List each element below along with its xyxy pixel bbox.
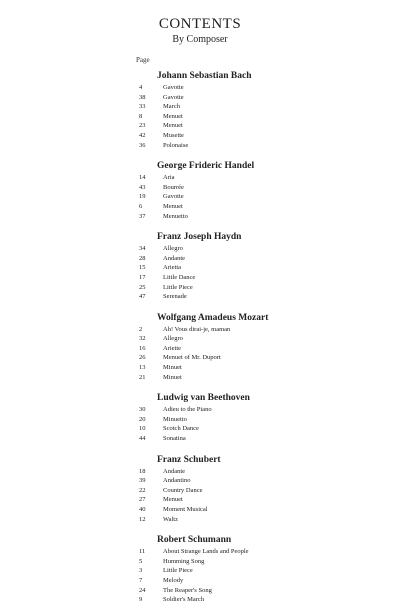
- toc-entry[interactable]: [0, 131, 400, 141]
- page-number: 37: [139, 212, 146, 220]
- toc-entry[interactable]: [0, 244, 400, 254]
- piece-title: Gavotte: [163, 193, 184, 201]
- toc-entry[interactable]: [0, 476, 400, 486]
- page-number: 30: [139, 406, 146, 414]
- toc-entry[interactable]: [0, 325, 400, 335]
- toc-entry[interactable]: [0, 467, 400, 477]
- piece-title: Moment Musical: [163, 506, 208, 513]
- page-number: 3: [139, 567, 143, 575]
- page-number: 25: [139, 283, 146, 291]
- piece-title: Ah! Vous dirai-je, maman: [163, 325, 231, 333]
- piece-title: Musette: [163, 131, 184, 139]
- page-number: 43: [139, 183, 146, 191]
- piece-title: Gavotte: [163, 93, 184, 101]
- piece-title: Allegro: [163, 245, 183, 253]
- composer-section: [0, 534, 400, 605]
- toc-entry[interactable]: [0, 273, 400, 283]
- piece-title: Minuetto: [163, 415, 187, 423]
- toc-entry[interactable]: [0, 292, 400, 302]
- page-number: 26: [139, 354, 146, 362]
- piece-title: About Strange Lands and People: [163, 548, 249, 556]
- toc-entry[interactable]: [0, 405, 400, 415]
- toc-entry[interactable]: [0, 595, 400, 605]
- piece-title: Menuet: [163, 496, 183, 504]
- toc-entry[interactable]: [0, 515, 400, 525]
- toc-entry[interactable]: [0, 93, 400, 103]
- piece-title: Soldier's March: [163, 596, 205, 604]
- page-number: 9: [139, 596, 143, 604]
- piece-title: Allegro: [163, 335, 183, 343]
- page-number: 7: [139, 576, 143, 584]
- toc-entry[interactable]: [0, 353, 400, 363]
- page-number: 33: [139, 103, 146, 111]
- toc-entry[interactable]: [0, 566, 400, 576]
- toc-entry[interactable]: [0, 283, 400, 293]
- toc-entry[interactable]: [0, 254, 400, 264]
- composer-heading: Johann Sebastian Bach: [157, 71, 252, 81]
- composer-heading: George Frideric Handel: [157, 161, 255, 172]
- toc-entry[interactable]: [0, 557, 400, 567]
- piece-title: Andante: [163, 254, 186, 262]
- page-number: 18: [139, 467, 146, 475]
- piece-title: Gavotte: [163, 84, 184, 91]
- page-number: 40: [139, 506, 146, 513]
- page-number: 42: [139, 131, 146, 139]
- page-number: 24: [139, 586, 146, 594]
- toc-entry[interactable]: [0, 112, 400, 122]
- composer-section: [0, 392, 400, 443]
- page-number: 4: [139, 84, 143, 91]
- toc-entry[interactable]: [0, 576, 400, 586]
- page-number: 6: [139, 202, 143, 210]
- page-number: 44: [139, 435, 146, 443]
- piece-title: Arietta: [163, 264, 182, 272]
- composer-heading: Wolfgang Amadeus Mozart: [157, 312, 269, 323]
- toc-entry[interactable]: [0, 202, 400, 212]
- toc-entry[interactable]: [0, 363, 400, 373]
- page-number: 10: [139, 425, 146, 433]
- composer-heading: Franz Joseph Haydn: [157, 232, 242, 243]
- piece-title: The Reaper's Song: [163, 586, 212, 594]
- toc-entry[interactable]: [0, 173, 400, 183]
- piece-title: Sonatina: [163, 435, 186, 443]
- piece-title: Ariette: [163, 344, 182, 352]
- composer-section: [0, 231, 400, 302]
- page-number: 14: [139, 174, 146, 182]
- toc-entry[interactable]: [0, 373, 400, 383]
- page-number: 34: [139, 245, 146, 253]
- piece-title: March: [163, 103, 180, 111]
- composer-sections: [0, 70, 400, 615]
- toc-entry[interactable]: [0, 183, 400, 193]
- page-number: 39: [139, 477, 146, 485]
- piece-title: Andante: [163, 467, 186, 475]
- page-number: 38: [139, 93, 146, 101]
- toc-entry[interactable]: [0, 141, 400, 151]
- toc-entry[interactable]: [0, 83, 400, 93]
- page-column-label: Page: [136, 56, 150, 64]
- page-number: 13: [139, 364, 146, 372]
- page-title: CONTENTS: [158, 16, 242, 32]
- toc-entry[interactable]: [0, 505, 400, 515]
- toc-entry[interactable]: [0, 344, 400, 354]
- piece-title: Scotch Dance: [163, 425, 199, 433]
- piece-title: Country Dance: [163, 486, 203, 494]
- toc-entry[interactable]: [0, 334, 400, 344]
- piece-title: Little Piece: [163, 283, 193, 291]
- piece-title: Menuet of Mr. Duport: [163, 354, 221, 362]
- toc-entry[interactable]: [0, 212, 400, 222]
- piece-title: Menuetto: [163, 212, 188, 220]
- composer-section: [0, 454, 400, 525]
- page-number: 12: [139, 515, 146, 523]
- toc-entry[interactable]: [0, 547, 400, 557]
- piece-title: Minuet: [163, 364, 182, 372]
- toc-entry[interactable]: [0, 102, 400, 112]
- piece-title: Serenade: [163, 293, 187, 301]
- piece-title: Menuet: [163, 202, 183, 210]
- piece-title: Melody: [163, 576, 184, 584]
- piece-title: Menuet: [163, 112, 183, 120]
- composer-heading: Franz Schubert: [157, 454, 221, 465]
- composer-section: [0, 312, 400, 383]
- piece-title: Aria: [163, 174, 175, 182]
- page-number: 15: [139, 264, 146, 272]
- page-number: 27: [139, 496, 146, 504]
- composer-section: [0, 160, 400, 221]
- toc-entry[interactable]: [0, 121, 400, 131]
- toc-entry[interactable]: [0, 434, 400, 444]
- piece-title: Polonaise: [163, 141, 189, 149]
- page-number: 28: [139, 254, 146, 262]
- piece-title: Waltz: [163, 515, 178, 523]
- page-number: 19: [139, 193, 146, 201]
- toc-entry[interactable]: [0, 486, 400, 496]
- piece-title: Little Piece: [163, 567, 193, 575]
- page-number: 47: [139, 293, 146, 301]
- toc-entry[interactable]: [0, 586, 400, 596]
- piece-title: Humming Song: [163, 557, 205, 565]
- page-number: 32: [139, 335, 146, 343]
- page-number: 8: [139, 112, 143, 120]
- piece-title: Little Dance: [163, 273, 196, 281]
- page-number: 21: [139, 373, 146, 381]
- composer-heading: Robert Schumann: [157, 535, 232, 546]
- page-number: 5: [139, 557, 143, 565]
- toc-entry[interactable]: [0, 263, 400, 273]
- piece-title: Minuet: [163, 373, 182, 381]
- page-number: 17: [139, 273, 146, 281]
- piece-title: Bourrée: [163, 183, 184, 191]
- page-subtitle: By Composer: [172, 34, 228, 45]
- toc-entry[interactable]: [0, 495, 400, 505]
- page-number: 2: [139, 325, 143, 333]
- page-number: 20: [139, 415, 146, 423]
- piece-title: Andantino: [163, 477, 191, 485]
- page-number: 11: [139, 548, 146, 556]
- page-number: 36: [139, 141, 146, 149]
- page-number: 16: [139, 344, 146, 352]
- piece-title: Adieu to the Piano: [163, 406, 212, 414]
- page-number: 23: [139, 122, 146, 130]
- piece-title: Menuet: [163, 122, 183, 130]
- toc-entry[interactable]: [0, 192, 400, 202]
- composer-section: [0, 70, 400, 150]
- toc-entry[interactable]: [0, 415, 400, 425]
- composer-heading: Ludwig van Beethoven: [157, 393, 250, 404]
- page-number: 22: [139, 486, 146, 494]
- toc-entry[interactable]: [0, 424, 400, 434]
